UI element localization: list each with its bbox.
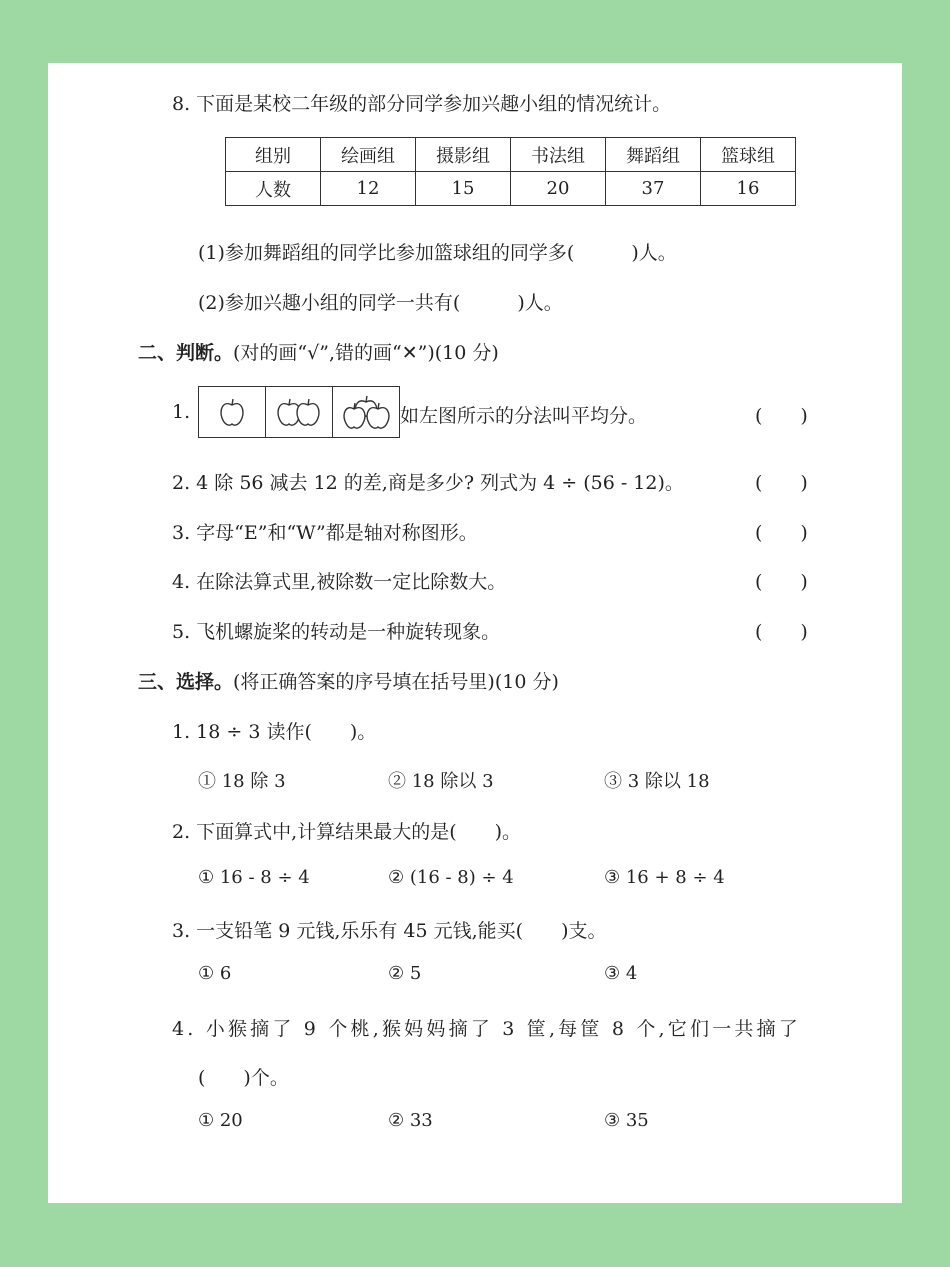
choice-q2-option-3: ③ 16 + 8 ÷ 4 [604, 867, 725, 888]
table-row [226, 172, 796, 206]
choice-q3-stem: 3. 一支铅笔 9 元钱,乐乐有 45 元钱,能买( )支。 [172, 920, 607, 942]
choice-q3-option-2: ② 5 [388, 963, 422, 984]
answer-paren: ( ) [755, 571, 808, 593]
answer-paren: ( ) [755, 621, 808, 643]
answer-paren: ( ) [755, 472, 808, 494]
judge-item-4: 4. 在除法算式里,被除数一定比除数大。 [172, 571, 507, 593]
table-cell: 15 [416, 172, 511, 206]
choice-q4-stem: 4. 小猴摘了 9 个桃,猴妈妈摘了 3 筐,每筐 8 个,它们一共摘了 [172, 1018, 801, 1040]
apple-figure [198, 386, 400, 438]
judge-item-3: 3. 字母“E”和“W”都是轴对称图形。 [172, 522, 478, 544]
choice-q4-option-1: ① 20 [198, 1110, 243, 1131]
table-cell: 摄影组 [416, 138, 511, 172]
answer-paren: ( ) [755, 405, 808, 427]
apples-icon [338, 392, 394, 432]
table-cell: 37 [606, 172, 701, 206]
section2-heading [138, 338, 499, 365]
choice-q1-stem: 1. 18 ÷ 3 读作( )。 [172, 721, 377, 743]
section2-note: (对的画“√”,错的画“✕”)(10 分) [233, 342, 499, 364]
section3-title: 三、选择。 [138, 671, 234, 693]
q8-sub2: (2)参加兴趣小组的同学一共有( )人。 [198, 292, 563, 314]
table-cell: 篮球组 [701, 138, 796, 172]
judge-item-1-num: 1. [172, 401, 191, 423]
table-cell: 20 [511, 172, 606, 206]
apple-cell-3 [333, 387, 399, 437]
apple-cell-2 [266, 387, 333, 437]
choice-q1-option-2: ② 18 除以 3 [388, 771, 494, 792]
choice-q2-option-2: ② (16 - 8) ÷ 4 [388, 867, 514, 888]
table-cell: 16 [701, 172, 796, 206]
section2-title: 二、判断。 [138, 342, 234, 364]
table-cell: 绘画组 [321, 138, 416, 172]
worksheet-page [48, 63, 902, 1203]
choice-q1-option-3: ③ 3 除以 18 [604, 771, 710, 792]
table-cell: 舞蹈组 [606, 138, 701, 172]
choice-q2-stem: 2. 下面算式中,计算结果最大的是( )。 [172, 821, 522, 843]
judge-item-1-text: 如左图所示的分法叫平均分。 [400, 405, 648, 427]
choice-q3-option-3: ③ 4 [604, 963, 638, 984]
apple-cell-1 [199, 387, 266, 437]
apple-icon [217, 396, 247, 428]
answer-paren: ( ) [755, 522, 808, 544]
choice-q3-option-1: ① 6 [198, 963, 232, 984]
q8-sub1: (1)参加舞蹈组的同学比参加篮球组的同学多( )人。 [198, 242, 677, 264]
q8-stem: 8. 下面是某校二年级的部分同学参加兴趣小组的情况统计。 [172, 93, 672, 115]
apples-icon [274, 396, 324, 428]
choice-q4-option-2: ② 33 [388, 1110, 433, 1131]
table-header-row [226, 138, 796, 172]
judge-item-2: 2. 4 除 56 减去 12 的差,商是多少? 列式为 4 ÷ (56 - 12)。 [172, 472, 684, 494]
choice-q4-stem-cont: ( )个。 [198, 1067, 289, 1089]
table-cell: 12 [321, 172, 416, 206]
choice-q2-option-1: ① 16 - 8 ÷ 4 [198, 867, 310, 888]
section3-heading [138, 667, 559, 694]
table-cell: 书法组 [511, 138, 606, 172]
table-cell: 人数 [226, 172, 321, 206]
choice-q4-option-3: ③ 35 [604, 1110, 649, 1131]
section3-note: (将正确答案的序号填在括号里)(10 分) [233, 671, 559, 693]
stats-table [225, 137, 796, 206]
judge-item-5: 5. 飞机螺旋桨的转动是一种旋转现象。 [172, 621, 501, 643]
table-cell: 组别 [226, 138, 321, 172]
choice-q1-option-1: ① 18 除 3 [198, 771, 286, 792]
